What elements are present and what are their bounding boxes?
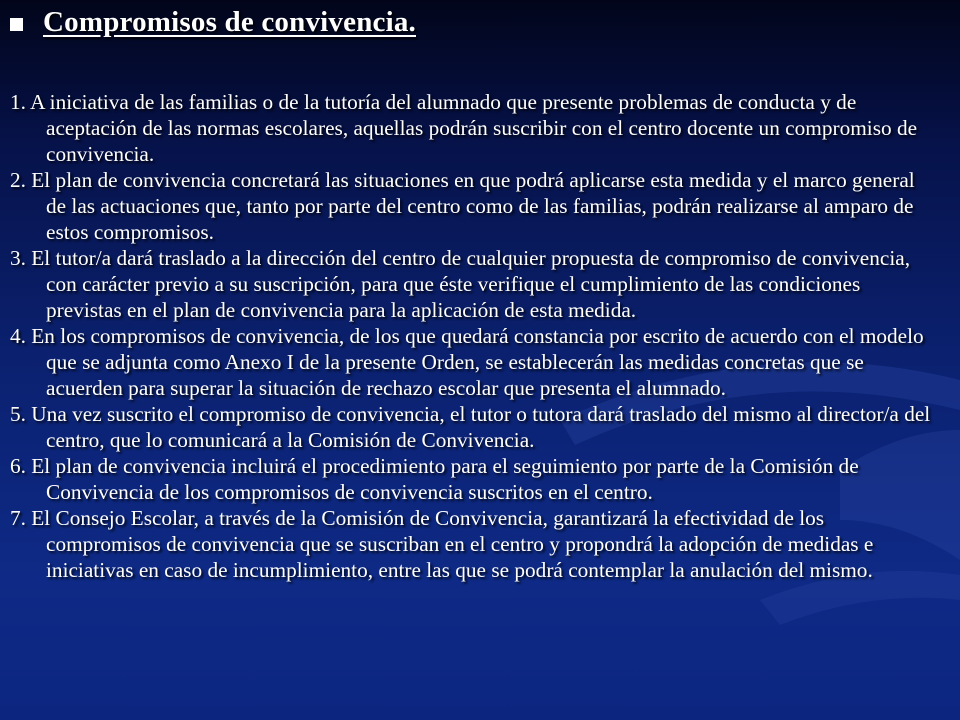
slide-title: Compromisos de convivencia. (43, 6, 416, 38)
paragraph-6: 6. El plan de convivencia incluirá el procedimiento para el seguimiento por parte de la Comisión de Convivencia de los compromisos de convivencia suscritos en el centro. (10, 454, 859, 504)
square-bullet-icon (10, 18, 23, 31)
paragraph-5: 5. Una vez suscrito el compromiso de convivencia, el tutor o tutora dará traslado del mismo al director/a del centro, que lo comunicará a la Comisión de Convivencia. (10, 402, 931, 452)
paragraph-2: 2. El plan de convivencia concretará las situaciones en que podrá aplicarse esta medida y el marco general de las actuaciones que, tanto por parte del centro como de las familias, podrán realizarse al amparo de estos compromisos. (10, 168, 915, 244)
paragraph-3: 3. El tutor/a dará traslado a la dirección del centro de cualquier propuesta de compromiso de convivencia, con carácter previo a su suscripción, para que éste verifique el cumplimiento de las condiciones previstas en el plan de convivencia para la aplicación de esta medida. (10, 246, 911, 322)
title-row (10, 6, 416, 39)
paragraph-7: 7. El Consejo Escolar, a través de la Comisión de Convivencia, garantizará la efectividad de los compromisos de convivencia que se suscriban en el centro y propondrá la adopción de medidas e iniciativas en caso de incumplimiento, entre las que se podrá contemplar la anulación del mismo. (10, 506, 874, 582)
slide-body (10, 89, 940, 583)
paragraph-1: 1. A iniciativa de las familias o de la tutoría del alumnado que presente problemas de conducta y de aceptación de las normas escolares, aquellas podrán suscribir con el centro docente un compromiso de convivencia. (10, 90, 918, 166)
paragraph-4: 4. En los compromisos de convivencia, de los que quedará constancia por escrito de acuerdo con el modelo que se adjunta como Anexo I de la presente Orden, se establecerán las medidas concretas que se acuerden para superar la situación de rechazo escolar que presenta el alumnado. (10, 324, 924, 400)
